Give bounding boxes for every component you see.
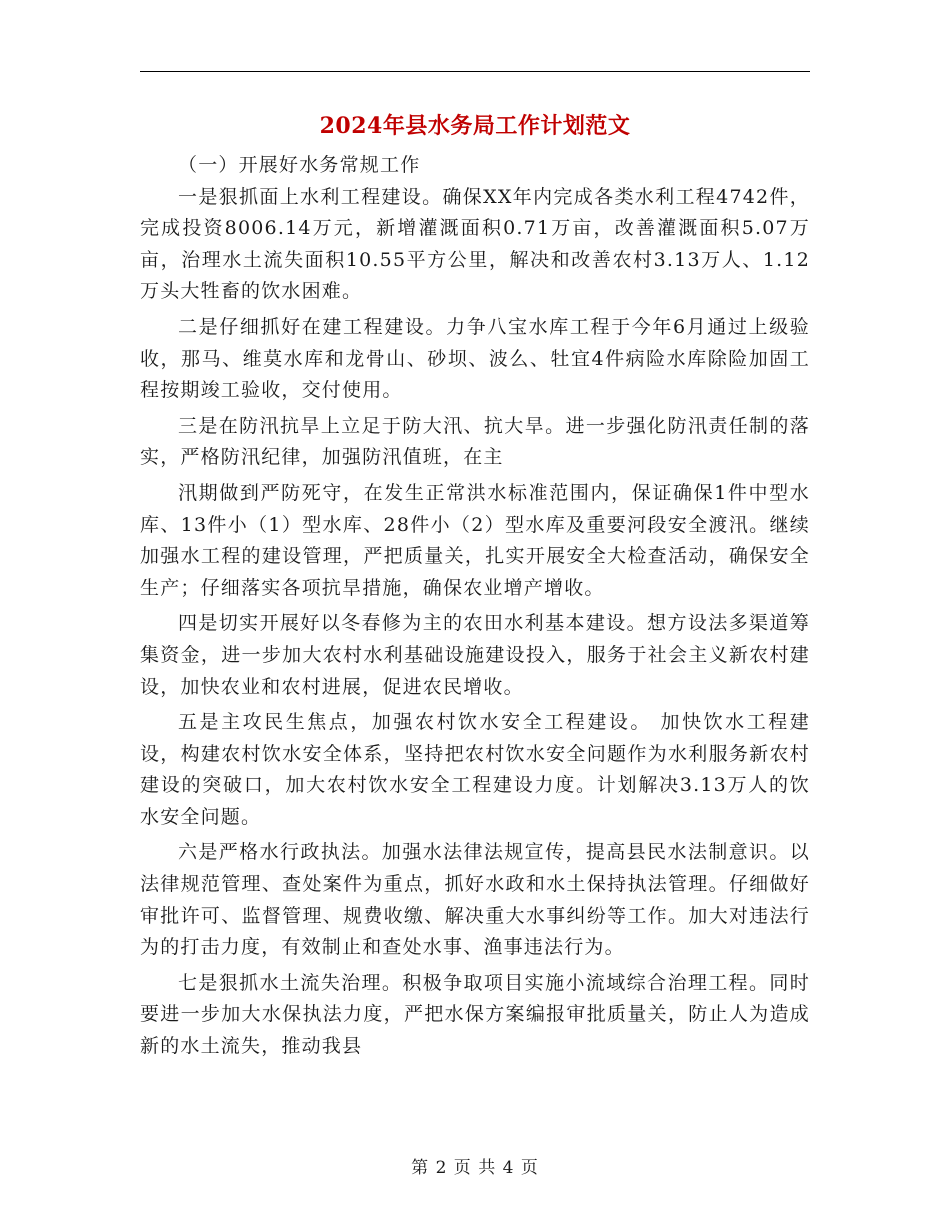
document-title: 2024年县水务局工作计划范文	[319, 113, 631, 139]
header-rule	[140, 71, 810, 72]
document-body	[140, 150, 810, 1063]
paragraph-1: 一是狠抓面上水利工程建设。确保XX年内完成各类水利工程4742件，完成投资8006.14万元，新增灌溉面积0.71万亩，改善灌溉面积5.07万亩，治理水土流失面积10.55平方公里，解决和改善农村3.13万人、1.12万头大牲畜的饮水困难。	[140, 185, 810, 303]
page-number-footer: 第 2 页 共 4 页	[411, 1158, 539, 1178]
paragraph-3: 三是在防汛抗旱上立足于防大汛、抗大旱。进一步强化防汛责任制的落实，严格防汛纪律，加强防汛值班，在主	[140, 414, 810, 469]
section-heading: （一）开展好水务常规工作	[178, 154, 421, 176]
paragraph-4: 汛期做到严防死守，在发生正常洪水标准范围内，保证确保1件中型水库、13件小（1）型水库、28件小（2）型水库及重要河段安全渡汛。继续加强水工程的建设管理，严把质量关，扎实开展安全大检查活动，确保安全生产；仔细落实各项抗旱措施，确保农业增产增收。	[140, 481, 810, 599]
paragraph-6: 五是主攻民生焦点，加强农村饮水安全工程建设。 加快饮水工程建设，构建农村饮水安全体系，坚持把农村饮水安全问题作为水利服务新农村建设的突破口，加大农村饮水安全工程建设力度。计划解决3.13万人的饮水安全问题。	[140, 711, 810, 828]
paragraph-5: 四是切实开展好以冬春修为主的农田水利基本建设。想方设法多渠道筹集资金，进一步加大农村水利基础设施建设投入，服务于社会主义新农村建设，加快农业和农村进展，促进农民增收。	[140, 612, 810, 698]
paragraph-8: 七是狠抓水土流失治理。积极争取项目实施小流域综合治理工程。同时要进一步加大水保执法力度，严把水保方案编报审批质量关，防止人为造成新的水土流失，推动我县	[140, 971, 810, 1058]
paragraph-2: 二是仔细抓好在建工程建设。力争八宝水库工程于今年6月通过上级验收，那马、维莫水库和龙骨山、砂坝、波么、牡宜4件病险水库除险加固工程按期竣工验收，交付使用。	[140, 315, 810, 402]
paragraph-7: 六是严格水行政执法。加强水法律法规宣传，提高县民水法制意识。以法律规范管理、查处案件为重点，抓好水政和水土保持执法管理。仔细做好审批许可、监督管理、规费收缴、解决重大水事纠纷等工作。加大对违法行为的打击力度，有效制止和查处水事、渔事违法行为。	[140, 841, 810, 959]
